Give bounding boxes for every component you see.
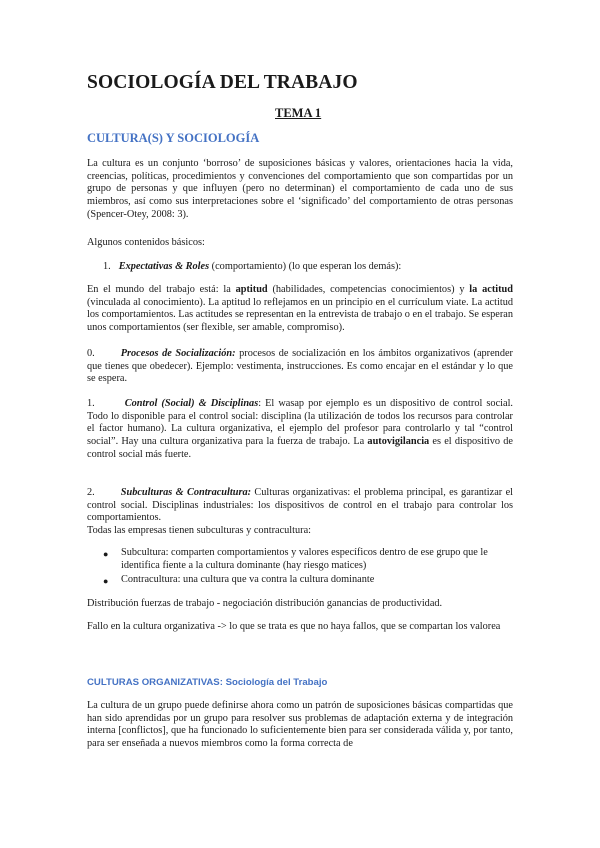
item-title: Expectativas & Roles <box>118 261 210 272</box>
empresas-line: Todas las empresas tienen subculturas y contracultura: <box>87 525 312 536</box>
tema-heading: TEMA 1 <box>275 106 322 120</box>
text-run: : El wasap por ejemplo es un dispositivo de control social. Todo lo disponible para el control social: disciplina (la utilización de todos los recursos para controlar el factor humano). La cultura organizativa, el ejemplo del profesor para controlarlo y tal “control social”. Hay una cultura organizativa para la fuerza de trabajo. La <box>87 398 514 448</box>
distribucion-line: Distribución fuerzas de trabajo - negociación distribución ganancias de productividad. <box>87 598 443 609</box>
text-run: (vinculada al conocimiento). La aptitud lo reflejamos en un principio en el currículum viate. La actitud los comportamientos. Las actitudes se representan en la entrevista de trabajo o en el trabajo. Se esperan unos comportamientos (ser flexible, ser amable, compromiso). <box>87 296 513 334</box>
text-run: Culturas organizativas: el problema principal, es garantizar el control social. Disciplinas industriales: los dispositivos de control en el trabajo para controlar los comportamientos. <box>87 487 513 524</box>
item-title: Subculturas & Contracultura: <box>120 487 252 498</box>
item-subculturas-paragraph <box>87 487 513 525</box>
section-heading-cultura: CULTURA(S) Y SOCIOLOGÍA <box>87 131 260 145</box>
actitud-term: la actitud <box>469 284 513 295</box>
item-rest: (comportamiento) (lo que esperan los demás): <box>209 261 402 272</box>
bullet-contracultura: Contracultura: una cultura que va contra la cultura dominante <box>121 574 375 585</box>
text-run: es el dispositivo de control social más fuerte. <box>87 436 513 460</box>
item-title: Control (Social) & Disciplinas <box>124 398 259 409</box>
item-number: 1. <box>87 398 95 409</box>
item-number: 0. <box>87 348 95 359</box>
heading-part: Sociología del Trabajo <box>225 677 328 688</box>
page-title: SOCIOLOGÍA DEL TRABAJO <box>87 72 358 93</box>
item-socializacion-paragraph <box>87 348 513 386</box>
autovigilancia-term: autovigilancia <box>367 436 430 448</box>
aptitud-actitud-paragraph <box>87 284 513 335</box>
item-title: Procesos de Socialización: <box>120 348 236 359</box>
item-expectativas-heading <box>103 261 401 274</box>
text-run: En el mundo del trabajo está: la <box>87 284 236 295</box>
section-heading-culturas-organizativas <box>87 677 327 688</box>
bullet-dot-icon: ● <box>103 576 109 586</box>
fallo-paragraph: Fallo en la cultura organizativa -> lo que se trata es que no haya fallos, que se compartan los valorea <box>87 621 501 632</box>
text-run: procesos de socialización en los ámbitos organizativos (aprender que tienes que obedecer). Ejemplo: vestimenta, instrucciones. Es como encajar en el estándar y lo que se espera. <box>87 348 513 385</box>
item-number: 2. <box>87 487 95 498</box>
bullet-dot-icon: ● <box>103 549 109 559</box>
culturas-organizativas-paragraph: La cultura de un grupo puede definirse ahora como un patrón de suposiciones básicas compartidas que han sido aprendidas por un grupo para resolver sus problemas de adaptación externa y de integración interna [conflictos], que ha funcionado lo suficientemente bien para ser considerada válida y, por tanto, para ser enseñada a nuevos miembros como la forma correcta de <box>87 700 513 750</box>
aptitud-term: aptitud <box>235 284 268 295</box>
heading-part: CULTURAS ORGANIZATIVAS: <box>87 677 226 688</box>
item-control-paragraph <box>87 398 513 462</box>
contents-label: Algunos contenidos básicos: <box>87 237 205 248</box>
text-run: (habilidades, competencias conocimientos) y <box>267 284 470 295</box>
item-number: 1. <box>103 261 111 272</box>
intro-paragraph: La cultura es un conjunto ‘borroso’ de suposiciones básicas y valores, orientaciones hacia la vida, creencias, políticas, procedimientos y convenciones del comportamiento que son compartidas por un grupo de personas y que influyen (pero no determinan) el comportamiento de cada uno de sus miembros, así como sus interpretaciones sobre el ‘significado’ del comportamiento de otras personas (Spencer-Otey, 2008: 3). <box>87 158 513 220</box>
bullet-subcultura: Subcultura: comparten comportamientos y valores específicos dentro de ese grupo que le identifica fiente a la cultura dominante (hay riesgo matices) <box>121 547 488 571</box>
